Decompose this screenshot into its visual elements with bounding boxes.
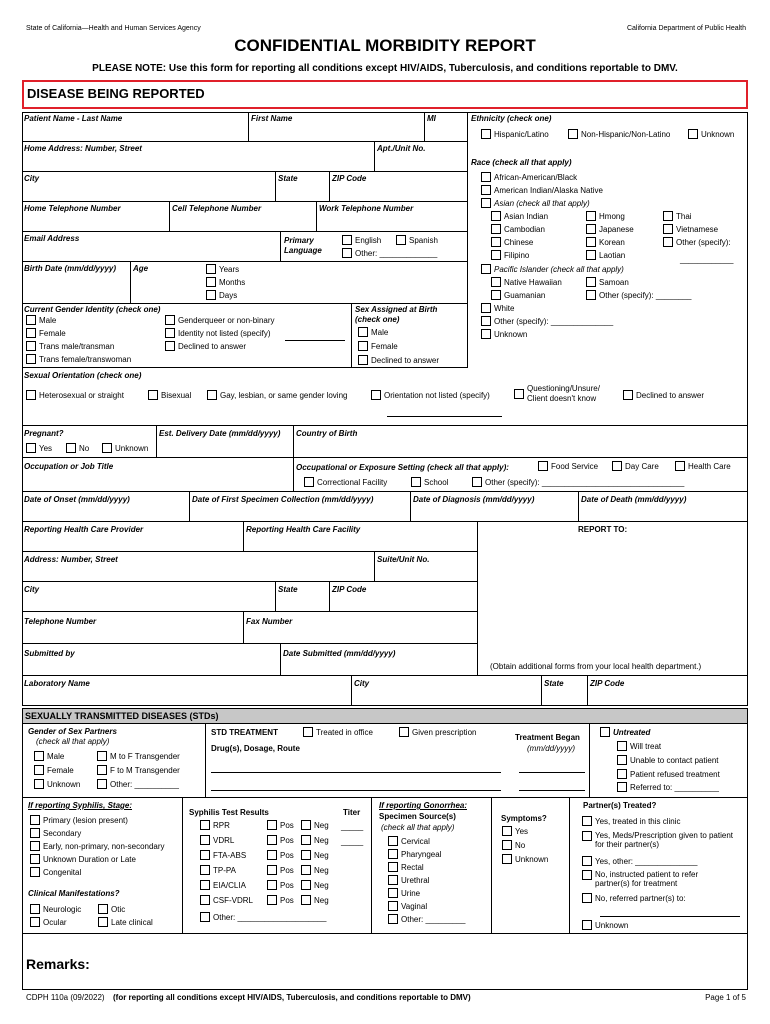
diagnosis-date-field[interactable]: Date of Diagnosis (mm/dd/yyyy): [411, 492, 579, 522]
partner-female-option[interactable]: Female: [34, 765, 74, 775]
provider-address-field[interactable]: Address: Number, Street: [22, 552, 375, 582]
white-option[interactable]: White: [481, 303, 514, 313]
partner-other-option[interactable]: Other: __________: [97, 779, 179, 789]
spanish-option[interactable]: Spanish: [396, 235, 438, 245]
work-phone-field[interactable]: Work Telephone Number: [317, 202, 468, 232]
first-specimen-field[interactable]: Date of First Specimen Collection (mm/dd/yyyy): [190, 492, 411, 522]
asian-other-blank[interactable]: ____________: [680, 255, 734, 264]
neurologic-option[interactable]: Neurologic: [30, 904, 81, 914]
cervical-option[interactable]: Cervical: [388, 836, 430, 846]
untreated-field: [590, 724, 748, 798]
gender-specify-line[interactable]: [285, 340, 345, 341]
lab-city-field[interactable]: City: [352, 676, 542, 706]
titer-blank[interactable]: _____: [341, 822, 364, 831]
gay-lesbian-option[interactable]: Gay, lesbian, or same gender loving: [207, 390, 347, 400]
remarks-label: Remarks:: [26, 956, 90, 972]
aian-option[interactable]: American Indian/Alaska Native: [481, 185, 603, 195]
orientation-field: Sexual Orientation (check one) Heterosexual or straight Bisexual Gay, lesbian, or same gender loving Orientation not listed (specify) Questioning/Unsure/ Client doesn't know Declined to answer: [22, 368, 748, 426]
gender-female-option[interactable]: Female: [26, 328, 66, 338]
date-submitted-field[interactable]: Date Submitted (mm/dd/yyyy): [281, 644, 478, 676]
secondary-option[interactable]: Secondary: [30, 828, 81, 838]
submitted-by-field[interactable]: Submitted by: [22, 644, 281, 676]
gender-nonbinary-option[interactable]: Genderqueer or non-binary: [165, 315, 275, 325]
disease-field[interactable]: [22, 80, 748, 109]
sab-female-option[interactable]: Female: [358, 341, 398, 351]
japanese-option[interactable]: Japanese: [586, 224, 634, 234]
sab-male-option[interactable]: Male: [358, 327, 388, 337]
urethral-option[interactable]: Urethral: [388, 875, 429, 885]
partners-treated-field: Partner(s) Treated? Yes, treated in this clinic Yes, Meds/Prescription given to patient for their partner(s) Yes, other: ______________ No, instructed patient to refer partner(s) for treatment No, referred partner(s) to: Unknown: [570, 798, 748, 934]
occupation-field[interactable]: Occupation or Job Title: [22, 458, 294, 492]
congenital-option[interactable]: Congenital: [30, 867, 81, 877]
test-tp-pa-option[interactable]: TP-PA: [200, 865, 236, 875]
provider-zip-field[interactable]: ZIP Code: [330, 582, 478, 612]
obtain-forms-text: (Obtain additional forms from your local health department.): [490, 662, 702, 671]
onset-date-field[interactable]: Date of Onset (mm/dd/yyyy): [22, 492, 190, 522]
late-option[interactable]: Unknown Duration or Late: [30, 854, 136, 864]
early-option[interactable]: Early, non-primary, non-secondary: [30, 841, 165, 851]
orientation-specify-line[interactable]: [387, 416, 502, 417]
test-eia-clia-option[interactable]: EIA/CLIA: [200, 880, 246, 890]
test-vdrl-option[interactable]: VDRL: [200, 835, 234, 845]
english-option[interactable]: English: [342, 235, 381, 245]
symptoms-unknown-option[interactable]: Unknown: [502, 854, 548, 864]
suite-field[interactable]: Suite/Unit No.: [375, 552, 478, 582]
form-number: CDPH 110a (09/2022): [26, 993, 105, 1002]
agency-text: State of California—Health and Human Services Agency: [26, 25, 201, 32]
test-csf-vdrl-option[interactable]: CSF-VDRL: [200, 895, 253, 905]
form-title: CONFIDENTIAL MORBIDITY REPORT: [234, 36, 536, 55]
otic-option[interactable]: Otic: [98, 904, 125, 914]
provider-state-field[interactable]: State: [276, 582, 330, 612]
telephone-field[interactable]: Telephone Number: [22, 612, 244, 644]
test-neg-option[interactable]: Neg: [301, 895, 329, 905]
home-phone-field[interactable]: Home Telephone Number: [22, 202, 170, 232]
test-neg-option[interactable]: Neg: [301, 850, 329, 860]
test-neg-option[interactable]: Neg: [301, 835, 329, 845]
other-language-option[interactable]: Other: _____________: [342, 248, 437, 258]
health-care-option[interactable]: Health Care: [675, 461, 731, 471]
disease-label: DISEASE BEING REPORTED: [27, 86, 205, 101]
setting-other-option[interactable]: Other (specify): ________________________________: [472, 477, 684, 487]
school-option[interactable]: School: [411, 477, 448, 487]
age-field[interactable]: Age Years Months Days: [131, 262, 468, 304]
bisexual-option[interactable]: Bisexual: [148, 390, 191, 400]
guamanian-option[interactable]: Guamanian: [491, 290, 545, 300]
hmong-option[interactable]: Hmong: [586, 211, 625, 221]
specimen-other-option[interactable]: Other: _________: [388, 914, 466, 924]
non-hispanic-option[interactable]: Non-Hispanic/Non-Latino: [568, 129, 670, 139]
race-unknown-option[interactable]: Unknown: [481, 329, 527, 339]
pi-other-option[interactable]: Other (specify): ________: [586, 290, 692, 300]
black-option[interactable]: African-American/Black: [481, 172, 577, 182]
untreated-option[interactable]: Untreated: [600, 727, 650, 737]
cell-phone-field[interactable]: Cell Telephone Number: [170, 202, 317, 232]
questioning-option[interactable]: Questioning/Unsure/ Client doesn't know: [514, 384, 617, 404]
gender-declined-option[interactable]: Declined to answer: [165, 341, 246, 351]
food-service-option[interactable]: Food Service: [538, 461, 598, 471]
gender-male-option[interactable]: Male: [26, 315, 56, 325]
birth-date-field[interactable]: Birth Date (mm/dd/yyyy): [22, 262, 131, 304]
report-to-box[interactable]: REPORT TO: (Obtain additional forms from your local health department.): [478, 522, 748, 676]
test-pos-option[interactable]: Pos: [267, 895, 294, 905]
email-field[interactable]: Email Address: [22, 232, 281, 262]
months-option[interactable]: Months: [206, 277, 245, 287]
death-date-field[interactable]: Date of Death (mm/dd/yyyy): [579, 492, 748, 522]
native-hawaiian-option[interactable]: Native Hawaiian: [491, 277, 562, 287]
gender-transman-option[interactable]: Trans male/transman: [26, 341, 114, 351]
partner-clinic-option[interactable]: Yes, treated in this clinic: [582, 816, 681, 826]
syphilis-stage-field: If reporting Syphilis, Stage: Primary (lesion present) Secondary Early, non-primary, non-secondary Unknown Duration or Late Congenital Clinical Manifestations? Neurologic Otic Ocular Late clinical: [22, 798, 183, 934]
sex-partners-field: Gender of Sex Partners (check all that apply) Male Female Unknown M to F Transgender F to M Transgender Other: __________: [22, 724, 206, 798]
treated-office-option[interactable]: Treated in office: [303, 727, 373, 737]
symptoms-yes-option[interactable]: Yes: [502, 826, 528, 836]
ethnicity-unknown-option[interactable]: Unknown: [688, 129, 734, 139]
page-number: Page 1 of 5: [705, 993, 746, 1002]
partner-other-option[interactable]: Yes, other: ______________: [582, 856, 697, 866]
ocular-option[interactable]: Ocular: [30, 917, 67, 927]
samoan-option[interactable]: Samoan: [586, 277, 629, 287]
partner-referred-option[interactable]: No, referred partner(s) to:: [582, 893, 686, 903]
sex-at-birth-field: Sex Assigned at Birth (check one) Male Female Declined to answer: [352, 304, 468, 368]
last-name-field[interactable]: Patient Name - Last Name: [22, 112, 249, 142]
test-fta-abs-option[interactable]: FTA-ABS: [200, 850, 246, 860]
partner-unknown-option[interactable]: Unknown: [582, 920, 628, 930]
note-text: PLEASE NOTE: Use this form for reporting all conditions except HIV/AIDS, Tuberculosis, and conditions reportable to DMV.: [92, 63, 678, 74]
symptoms-field: Symptoms? Yes No Unknown: [492, 798, 570, 934]
drug-line-2[interactable]: [211, 790, 501, 791]
ethnicity-race-column: Ethnicity (check one) Hispanic/Latino Non-Hispanic/Non-Latino Unknown Race (check all that apply) African-American/Black American Indian/Alaska Native Asian (check all that apply) Asian Indian Hmong Thai Cambodian Japanese Vietnamese Chinese Korean Other (specify): Filipino Laotian ____________ Pacific Islander (check all that apply) Native Hawaiian Samoan Guamanian Other (specify): ________ White Other (specify): ______________ Unknown: [471, 114, 735, 339]
refused-option[interactable]: Patient refused treatment: [617, 769, 720, 779]
partner-instructed-option[interactable]: No, instructed patient to refer partner(s) for treatment: [582, 870, 733, 888]
gender-transwoman-option[interactable]: Trans female/transwoman: [26, 354, 131, 364]
fax-field[interactable]: Fax Number: [244, 612, 478, 644]
partner-unknown-option[interactable]: Unknown: [34, 779, 80, 789]
began-line-1[interactable]: [519, 772, 585, 773]
vaginal-option[interactable]: Vaginal: [388, 901, 427, 911]
lab-zip-field[interactable]: ZIP Code: [590, 679, 625, 688]
test-neg-option[interactable]: Neg: [301, 820, 329, 830]
remarks-field[interactable]: [22, 934, 748, 990]
partner-male-option[interactable]: Male: [34, 751, 64, 761]
unable-contact-option[interactable]: Unable to contact patient: [617, 755, 719, 765]
began-line-2[interactable]: [519, 790, 585, 791]
referred-option[interactable]: Referred to: __________: [617, 782, 719, 792]
pacific-islander-option[interactable]: Pacific Islander (check all that apply): [481, 264, 624, 274]
department-text: California Department of Public Health: [626, 25, 746, 32]
urine-option[interactable]: Urine: [388, 888, 420, 898]
syphilis-tests-field: Syphilis Test Results Titer RPR Pos Neg _____ VDRL Pos Neg _____ FTA-ABS Pos Neg TP-PA Pos Neg EIA/CLIA Pos Neg CSF-VDRL Pos Neg Other: ____________________: [183, 798, 372, 934]
exposure-setting-field: Occupational or Exposure Setting (check all that apply): Food Service Day Care Health Care Correctional Facility School Other (specify): ________________________________: [294, 458, 748, 492]
pregnant-yes-option[interactable]: Yes: [26, 443, 52, 453]
vietnamese-option[interactable]: Vietnamese: [663, 224, 718, 234]
referred-line[interactable]: [600, 916, 740, 917]
gender-identity-field: Current Gender Identity (check one) Male Female Trans male/transman Trans female/transwoman Genderqueer or non-binary Identity not listed (specify) Declined to answer: [22, 304, 352, 368]
zip-field[interactable]: ZIP Code: [330, 172, 468, 202]
gonorrhea-field: If reporting Gonorrhea: Specimen Source(s) (check all that apply) Cervical Pharyngeal Rectal Urethral Urine Vaginal Other: _________: [372, 798, 492, 934]
facility-field[interactable]: Reporting Health Care Facility: [244, 522, 478, 552]
drug-line-1[interactable]: [211, 772, 501, 773]
chinese-option[interactable]: Chinese: [491, 237, 533, 247]
test-neg-option[interactable]: Neg: [301, 865, 329, 875]
provider-city-field[interactable]: City: [22, 582, 276, 612]
asian-other-option[interactable]: Other (specify):: [663, 237, 731, 247]
titer-blank[interactable]: _____: [341, 837, 364, 846]
footer-description: (for reporting all conditions except HIV/AIDS, Tuberculosis, and conditions reportable to DMV): [113, 993, 471, 1002]
city-field[interactable]: City: [22, 172, 276, 202]
test-rpr-option[interactable]: RPR: [200, 820, 230, 830]
test-pos-option[interactable]: Pos: [267, 850, 294, 860]
will-treat-option[interactable]: Will treat: [617, 741, 661, 751]
hispanic-option[interactable]: Hispanic/Latino: [481, 129, 549, 139]
pregnant-no-option[interactable]: No: [66, 443, 89, 453]
test-pos-option[interactable]: Pos: [267, 820, 294, 830]
test-other-option[interactable]: Other: ____________________: [200, 912, 326, 922]
given-prescription-option[interactable]: Given prescription: [399, 727, 476, 737]
primary-option[interactable]: Primary (lesion present): [30, 815, 128, 825]
sab-declined-option[interactable]: Declined to answer: [358, 355, 439, 365]
partner-ftm-option[interactable]: F to M Transgender: [97, 765, 180, 775]
lab-state-field[interactable]: State: [542, 676, 588, 706]
heterosexual-option[interactable]: Heterosexual or straight: [26, 390, 124, 400]
country-birth-field[interactable]: Country of Birth: [294, 426, 748, 458]
orientation-notlisted-option[interactable]: Orientation not listed (specify): [371, 390, 490, 400]
test-pos-option[interactable]: Pos: [267, 865, 294, 875]
asian-indian-option[interactable]: Asian Indian: [491, 211, 548, 221]
cambodian-option[interactable]: Cambodian: [491, 224, 545, 234]
late-clinical-option[interactable]: Late clinical: [98, 917, 153, 927]
gender-notlisted-option[interactable]: Identity not listed (specify): [165, 328, 270, 338]
race-other-option[interactable]: Other (specify): ______________: [481, 316, 613, 326]
state-field[interactable]: State: [276, 172, 330, 202]
day-care-option[interactable]: Day Care: [612, 461, 659, 471]
years-option[interactable]: Years: [206, 264, 239, 274]
first-name-field[interactable]: First Name: [249, 112, 425, 142]
asian-option[interactable]: Asian (check all that apply): [481, 198, 590, 208]
home-address-field[interactable]: Home Address: Number, Street: [22, 142, 375, 172]
days-option[interactable]: Days: [206, 290, 237, 300]
language-field: Primary Language English Spanish Other: _____________: [281, 232, 468, 262]
filipino-option[interactable]: Filipino: [491, 250, 529, 260]
symptoms-no-option[interactable]: No: [502, 840, 525, 850]
mi-field[interactable]: MI: [425, 112, 468, 142]
provider-field[interactable]: Reporting Health Care Provider: [22, 522, 244, 552]
rectal-option[interactable]: Rectal: [388, 862, 424, 872]
std-treatment-field: STD TREATMENT Drug(s), Dosage, Route Treated in office Given prescription Treatment Began (mm/dd/yyyy): [206, 724, 590, 798]
delivery-date-field[interactable]: Est. Delivery Date (mm/dd/yyyy): [157, 426, 294, 458]
pharyngeal-option[interactable]: Pharyngeal: [388, 849, 441, 859]
test-pos-option[interactable]: Pos: [267, 880, 294, 890]
thai-option[interactable]: Thai: [663, 211, 692, 221]
test-pos-option[interactable]: Pos: [267, 835, 294, 845]
test-neg-option[interactable]: Neg: [301, 880, 329, 890]
orientation-declined-option[interactable]: Declined to answer: [623, 390, 704, 400]
laotian-option[interactable]: Laotian: [586, 250, 625, 260]
partner-mtf-option[interactable]: M to F Transgender: [97, 751, 180, 761]
apt-field[interactable]: Apt./Unit No.: [375, 142, 468, 172]
pregnant-unknown-option[interactable]: Unknown: [102, 443, 148, 453]
correctional-option[interactable]: Correctional Facility: [304, 477, 387, 487]
pregnant-field: Pregnant? Yes No Unknown: [22, 426, 157, 458]
korean-option[interactable]: Korean: [586, 237, 625, 247]
std-header: SEXUALLY TRANSMITTED DISEASES (STDs): [23, 709, 747, 724]
lab-name-field[interactable]: Laboratory Name: [22, 676, 352, 706]
partner-meds-option[interactable]: Yes, Meds/Prescription given to patient for their partner(s): [582, 831, 733, 849]
